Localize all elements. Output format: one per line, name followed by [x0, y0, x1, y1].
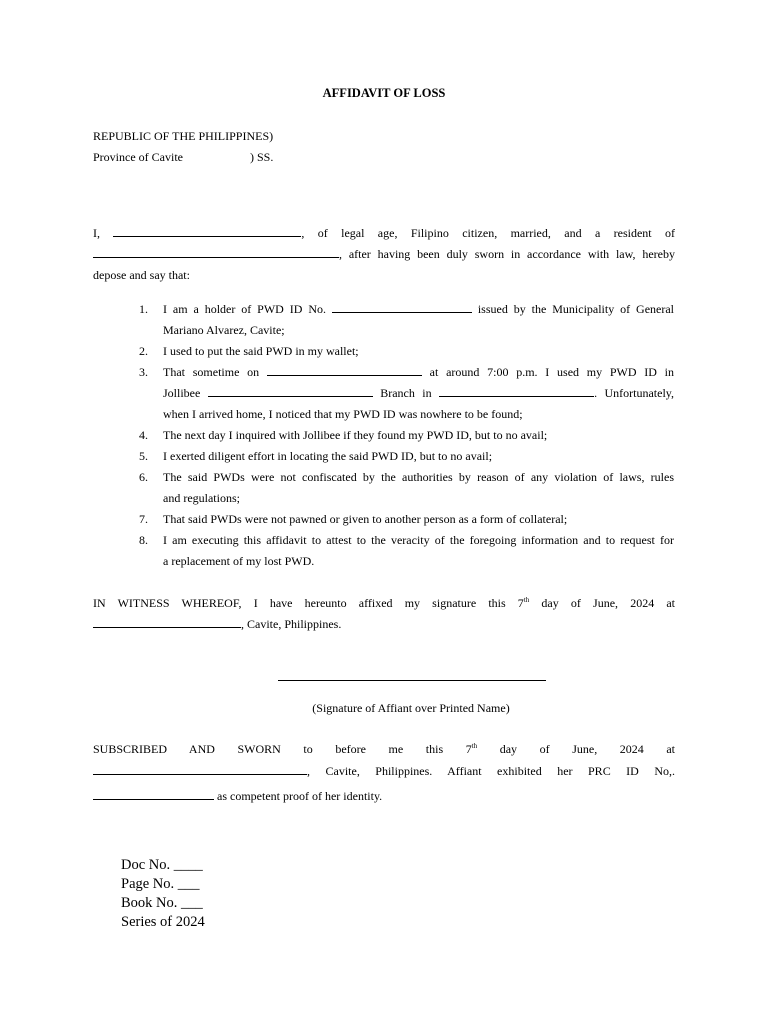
jurat-line-1: SUBSCRIBED AND SWORN to before me this 7th day of June, 2024 at: [93, 742, 676, 756]
pwd-id-blank: [332, 302, 472, 313]
item-number: 4.: [139, 428, 148, 442]
item-number: 5.: [139, 449, 148, 463]
list-item: The next day I inquired with Jollibee if they found my PWD ID, but to no avail;: [163, 428, 548, 442]
signature-line: [278, 680, 546, 681]
notary-book-no: Book No. ___: [121, 895, 203, 911]
jurat-place-blank: [93, 764, 307, 775]
witness-line-2: , Cavite, Philippines.: [93, 617, 341, 632]
affiant-name-blank: [113, 226, 301, 237]
item-number: 1.: [139, 302, 148, 316]
list-item: I exerted diligent effort in locating the said PWD ID, but to no avail;: [163, 449, 493, 463]
venue-province: Province of Cavite: [93, 150, 183, 164]
list-item: That said PWDs were not pawned or given to another person as a form of collateral;: [163, 512, 568, 526]
notary-series: Series of 2024: [121, 914, 205, 930]
list-item-cont: when I arrived home, I noticed that my PWD ID was nowhere to be found;: [163, 407, 523, 421]
item-number: 6.: [139, 470, 148, 484]
item-number: 7.: [139, 512, 148, 526]
branch-blank: [208, 386, 373, 397]
witness-place-blank: [93, 617, 241, 628]
date-blank: [267, 365, 422, 376]
venue-republic: REPUBLIC OF THE PHILIPPINES): [93, 129, 274, 143]
list-item: That sometime on at around 7:00 p.m. I used my PWD ID in: [163, 365, 675, 379]
residence-blank: [93, 247, 339, 258]
list-item: I am a holder of PWD ID No. issued by the Municipality of General: [163, 302, 675, 316]
location-blank: [439, 386, 594, 397]
list-item-cont: a replacement of my lost PWD.: [163, 554, 315, 568]
intro-line-3: depose and say that:: [93, 268, 190, 282]
witness-line-1: IN WITNESS WHEREOF, I have hereunto affixed my signature this 7th day of June, 2024 at: [93, 596, 676, 610]
intro-line-1: I, , of legal age, Filipino citizen, married, and a resident of: [93, 226, 676, 240]
list-item: I am executing this affidavit to attest to the veracity of the foregoing information and to request for: [163, 533, 674, 547]
notary-page-no: Page No. ___: [121, 876, 200, 892]
list-item-cont: Mariano Alvarez, Cavite;: [163, 323, 285, 337]
notary-doc-no: Doc No. ____: [121, 857, 203, 873]
item-number: 8.: [139, 533, 148, 547]
jurat-line-3: as competent proof of her identity.: [93, 789, 382, 804]
document-title: AFFIDAVIT OF LOSS: [322, 86, 446, 100]
list-item-cont: Jollibee Branch in . Unfortunately,: [163, 386, 675, 400]
list-item: The said PWDs were not confiscated by the authorities by reason of any violation of laws, rules: [163, 470, 674, 484]
jurat-line-2: , Cavite, Philippines. Affiant exhibited her PRC ID No,.: [93, 764, 675, 779]
list-item: I used to put the said PWD in my wallet;: [163, 344, 359, 358]
intro-line-2: , after having been duly sworn in accordance with law, hereby: [93, 247, 675, 262]
prc-id-blank: [93, 789, 214, 800]
venue-ss: ) SS.: [250, 150, 274, 164]
list-item-cont: and regulations;: [163, 491, 240, 505]
item-number: 2.: [139, 344, 148, 358]
item-number: 3.: [139, 365, 148, 379]
signature-caption: (Signature of Affiant over Printed Name): [312, 701, 510, 715]
